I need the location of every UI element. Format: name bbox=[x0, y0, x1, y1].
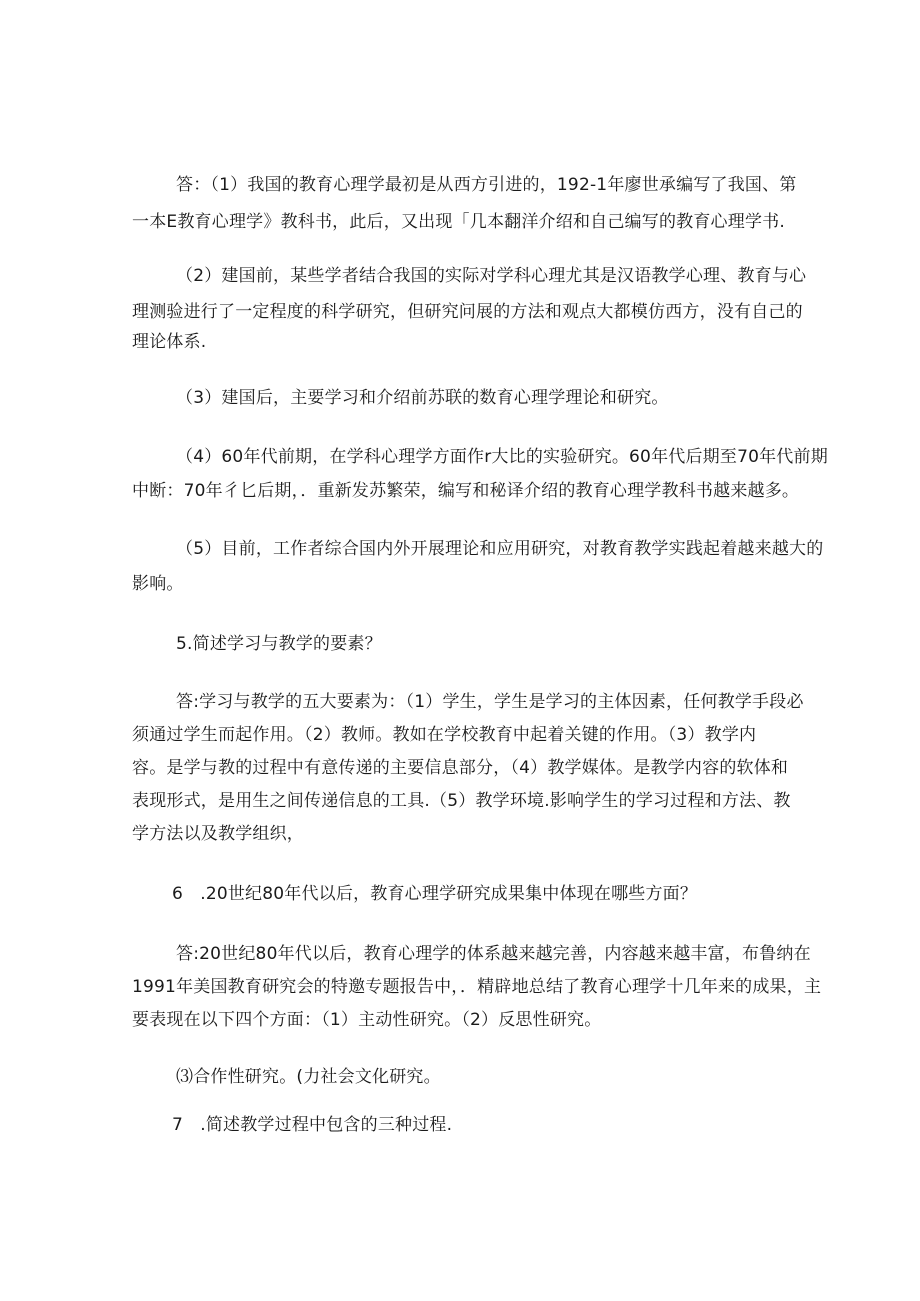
answer-4-paragraph-5-line-2: 影响。 bbox=[132, 574, 184, 594]
question-5-heading: 5.简述学习与教学的要素？ bbox=[176, 634, 382, 654]
question-6-heading: 6 .20世纪80年代以后，教育心理学研究成果集中体现在哪些方面？ bbox=[172, 884, 698, 904]
answer-4-paragraph-4-line-2: 中断：70年彳匕后期，．重新发苏繁荣，编写和秘译介绍的教育心理学教科书越来越多。 bbox=[132, 481, 800, 501]
answer-6-line-2: 1991年美国教育研究会的特邀专题报告中，．精辟地总结了教育心理学十几年来的成果，主 bbox=[132, 977, 822, 997]
answer-4-paragraph-2-line-1: （2）建国前，某些学者结合我国的实际对学科心理尤其是汉语教学心理、教育与心 bbox=[176, 266, 807, 286]
answer-5-line-2: 须通过学生而起作用。（2）教师。教如在学校教育中起着关键的作用。（3）教学内 bbox=[132, 725, 757, 745]
answer-5-line-1: 答:学习与教学的五大要素为：（1）学生，学生是学习的主体因素，任何教学手段必 bbox=[176, 692, 804, 712]
question-7-heading: 7 .简述教学过程中包含的三种过程. bbox=[172, 1115, 453, 1135]
answer-6-line-4: ⑶合作性研究。(力社会文化研究。 bbox=[176, 1067, 441, 1087]
answer-4-paragraph-1-line-2: 一本E教育心理学》教科书，此后，又出现「几本翻洋介绍和自己编写的教育心理学书. bbox=[132, 212, 785, 232]
answer-6-line-1: 答:20世纪80年代以后，教育心理学的体系越来越完善，内容越来越丰富，布鲁纳在 bbox=[176, 944, 811, 964]
answer-5-line-5: 学方法以及教学组织， bbox=[132, 824, 304, 844]
answer-4-paragraph-4-line-1: （4）60年代前期，在学科心理学方面作r大比的实验研究。60年代后期至70年代前期 bbox=[176, 447, 828, 467]
answer-5-line-3: 容。是学与教的过程中有意传递的主要信息部分，（4）教学媒体。是教学内容的软体和 bbox=[132, 758, 789, 778]
answer-4-paragraph-5-line-1: （5）目前，工作者综合国内外开展理论和应用研究，对教育教学实践起着越来越大的 bbox=[176, 539, 824, 559]
answer-5-line-4: 表现形式，是用生之间传递信息的工具.（5）教学环境.影响学生的学习过程和方法、教 bbox=[132, 791, 791, 811]
answer-4-paragraph-2-line-2: 理测验进行了一定程度的科学研究，但研究问展的方法和观点大都模仿西方，没有自己的 bbox=[132, 302, 803, 322]
answer-4-paragraph-1-line-1: 答：（1）我国的教育心理学最初是从西方引进的，192-1年廖世承编写了我国、第 bbox=[176, 175, 797, 195]
answer-6-line-3: 要表现在以下四个方面：（1）主动性研究。（2）反思性研究。 bbox=[132, 1010, 602, 1030]
answer-4-paragraph-2-line-3: 理论体系. bbox=[132, 332, 207, 352]
answer-4-paragraph-3: （3）建国后，主要学习和介绍前苏联的数育心理学理论和研究。 bbox=[176, 388, 669, 408]
